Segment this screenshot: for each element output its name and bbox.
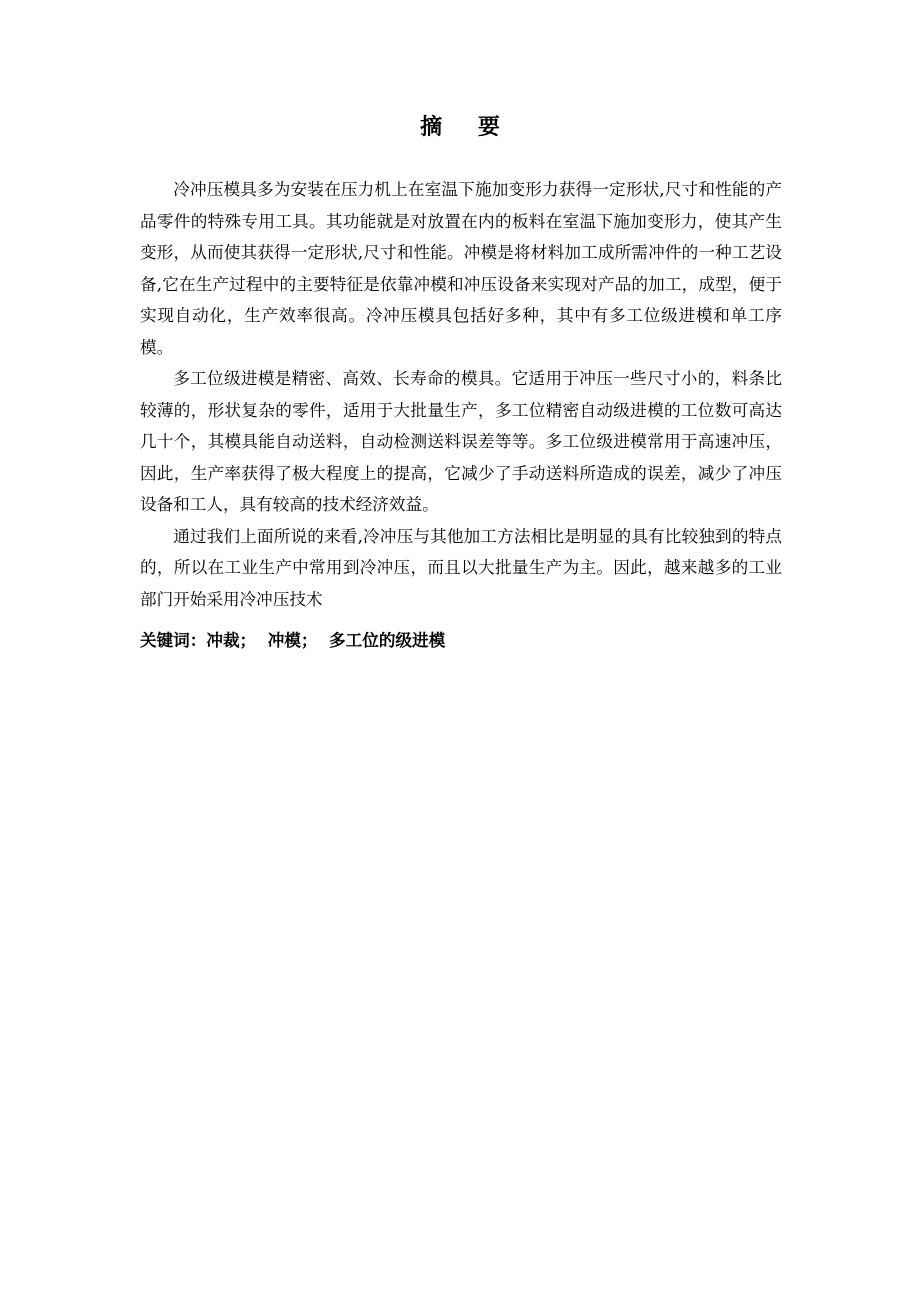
abstract-paragraph-2: 多工位级进模是精密、高效、长寿命的模具。它适用于冲压一些尺寸小的，料条比较薄的，形状复杂的零件，适用于大批量生产，多工位精密自动级进模的工位数可高达几十个，其模具能自动送料，自动检测送料误差等等。多工位级进模常用于高速冲压，因此，生产率获得了极大程度上的提高，它减少了手动送料所造成的误差，减少了冲压设备和工人，具有较高的技术经济效益。 bbox=[140, 369, 782, 514]
keywords-line: 关键词：冲裁； 冲模； 多工位的级进模 bbox=[140, 631, 446, 650]
abstract-paragraph-3: 通过我们上面所说的来看,冷冲压与其他加工方法相比是明显的具有比较独到的特点的，所以在工业生产中常用到冷冲压，而且以大批量生产为主。因此，越来越多的工业部门开始采用冷冲压技术 bbox=[140, 526, 782, 609]
abstract-paragraph-1: 冷冲压模具多为安装在压力机上在室温下施加变形力获得一定形状,尺寸和性能的产品零件的特殊专用工具。其功能就是对放置在内的板料在室温下施加变形力，使其产生变形，从而使其获得一定形状,尺寸和性能。冲模是将材料加工成所需冲件的一种工艺设备,它在生产过程中的主要特征是依靠冲模和冲压设备来实现对产品的加工，成型，便于实现自动化，生产效率很高。冷冲压模具包括好多种，其中有多工位级进模和单工序模。 bbox=[140, 180, 782, 357]
abstract-body bbox=[140, 174, 782, 615]
abstract-title: 摘 要 bbox=[420, 115, 514, 140]
